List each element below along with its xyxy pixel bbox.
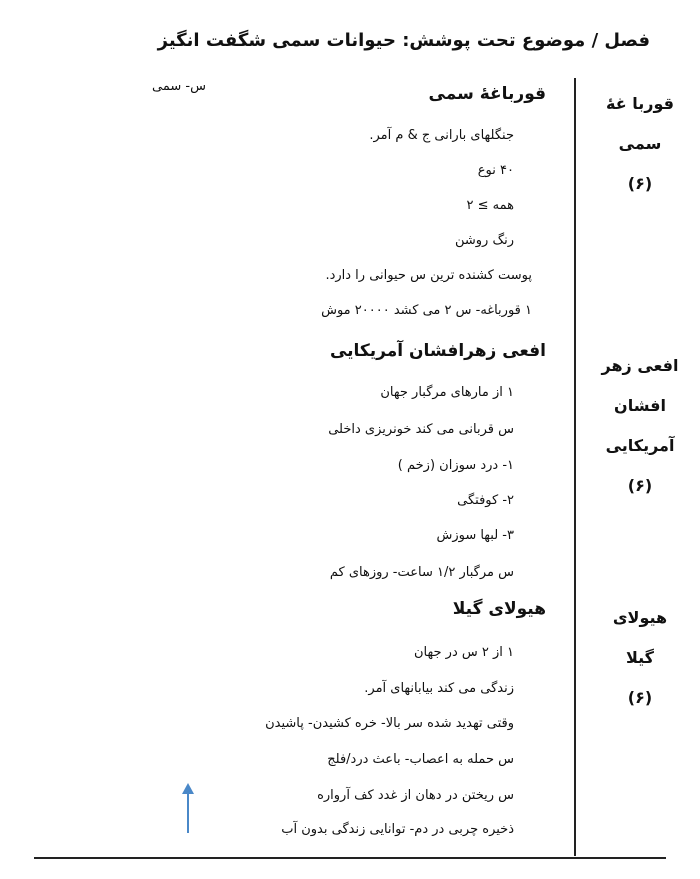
arrow-up-icon xyxy=(181,783,195,833)
note-line: همه ≥ ۲ xyxy=(466,198,514,213)
note-line: س قربانی می کند خونریزی داخلی xyxy=(328,422,514,437)
column-divider xyxy=(574,78,576,856)
note-line: ۱- درد سوزان (زخم ) xyxy=(397,458,514,473)
note-line: س حمله به اعصاب- باعث درد/فلج xyxy=(327,752,514,767)
section-label-frog xyxy=(592,84,688,204)
section-title-gila: هیولای گیلا xyxy=(452,599,546,619)
note-line: ۴۰ نوع xyxy=(477,163,514,178)
label-line: (۶) xyxy=(627,688,653,707)
legend-note: س- سمی xyxy=(152,79,206,94)
section-label-snake xyxy=(592,346,688,506)
note-line: ذخیره چربی در دم- توانایی زندگی بدون آب xyxy=(281,822,514,837)
label-line: (۶) xyxy=(627,476,653,495)
note-line: زندگی می کند بیابانهای آمر. xyxy=(364,681,514,696)
note-line: رنگ روشن xyxy=(454,233,514,248)
section-title-frog: قورباغهٔ سمی xyxy=(428,84,546,104)
label-line: قوربا غهٔ xyxy=(606,94,674,113)
note-line: ۲- کوفتگی xyxy=(457,493,514,508)
label-line: گیلا xyxy=(626,648,654,667)
page-header: فصل / موضوع تحت پوشش: حیوانات سمی شگفت انگیز xyxy=(157,30,650,51)
label-line: افشان xyxy=(614,396,666,415)
note-line: ۱ از مارهای مرگبار جهان xyxy=(380,385,514,400)
note-line: پوست کشنده ترین س حیوانی را دارد. xyxy=(325,268,532,283)
note-line: ۱ قورباغه- س ۲ می کشد ۲۰۰۰۰ موش xyxy=(321,303,532,318)
note-line: وقتی تهدید شده سر بالا- خره کشیدن- پاشیدن xyxy=(265,716,514,731)
note-line: جنگلهای بارانی ج & م آمر. xyxy=(369,128,514,143)
label-line: سمی xyxy=(618,134,662,153)
note-line: س ریختن در دهان از غدد کف آرواره xyxy=(317,788,514,803)
label-line: هیولای xyxy=(612,608,668,627)
note-line: ۳- لبها سوزش xyxy=(436,528,514,543)
label-line: آمریکایی xyxy=(605,436,675,455)
section-title-snake: افعی زهرافشان آمریکایی xyxy=(329,341,546,361)
note-line: س مرگبار ۱/۲ ساعت- روزهای کم xyxy=(329,565,514,580)
bottom-rule xyxy=(34,857,666,859)
note-line: ۱ از ۲ س در جهان xyxy=(414,645,514,660)
label-line: (۶) xyxy=(627,174,653,193)
section-label-gila xyxy=(592,598,688,718)
label-line: افعی زهر xyxy=(601,356,679,375)
